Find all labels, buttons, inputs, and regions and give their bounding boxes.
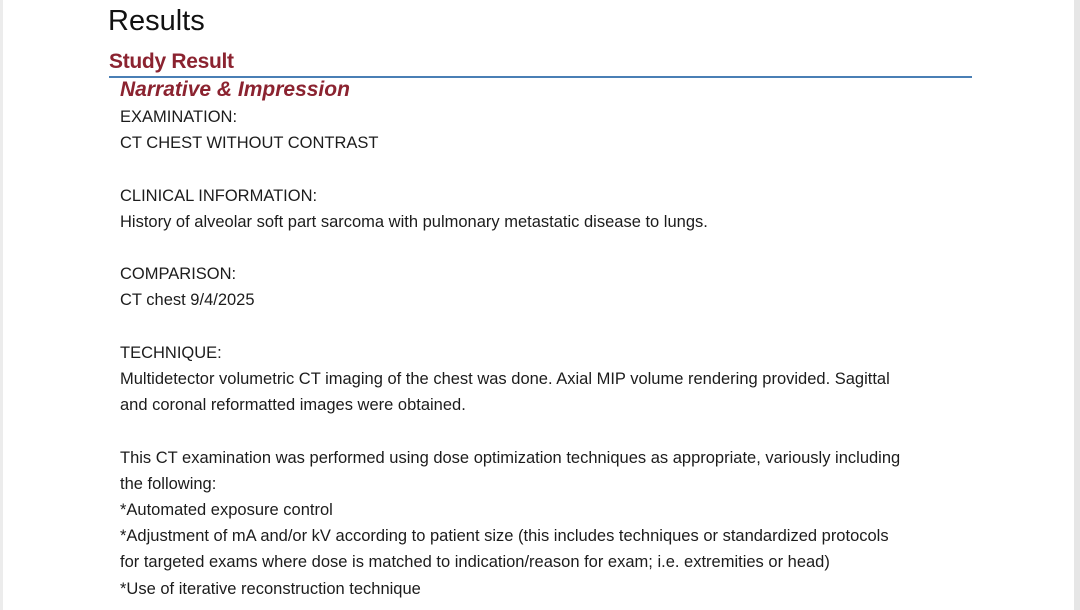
narrative-line: and coronal reformatted images were obtained. xyxy=(120,396,466,415)
narrative-line: This CT examination was performed using dose optimization techniques as appropriate, variously including xyxy=(120,448,901,467)
scrollbar-track[interactable] xyxy=(1074,0,1080,610)
narrative-line: CLINICAL INFORMATION: xyxy=(120,186,318,205)
narrative-line: *Adjustment of mA and/or kV according to patient size (this includes techniques or standardized protocols xyxy=(120,527,889,546)
narrative-line xyxy=(120,418,970,444)
narrative-line: COMPARISON: xyxy=(120,265,237,284)
narrative-line: Multidetector volumetric CT imaging of the chest was done. Axial MIP volume rendering provided. Sagittal xyxy=(120,369,890,388)
study-result-header: Study Result xyxy=(109,50,234,73)
narrative-line xyxy=(120,156,970,182)
narrative-line: TECHNIQUE: xyxy=(120,343,222,362)
narrative-line: EXAMINATION: xyxy=(120,108,238,126)
narrative-line: for targeted exams where dose is matched to indication/reason for exam; i.e. extremities or head) xyxy=(120,553,830,572)
narrative-line: CT CHEST WITHOUT CONTRAST xyxy=(120,134,379,153)
left-edge xyxy=(0,0,3,610)
narrative-line xyxy=(120,235,970,261)
narrative-impression-header: Narrative & Impression xyxy=(120,78,350,101)
narrative-body xyxy=(120,104,970,602)
narrative-line: the following: xyxy=(120,474,217,493)
narrative-line: *Automated exposure control xyxy=(120,500,333,519)
narrative-line xyxy=(120,314,970,340)
narrative-line: CT chest 9/4/2025 xyxy=(120,291,255,310)
page-title: Results xyxy=(108,5,205,37)
narrative-line: *Use of iterative reconstruction technique xyxy=(120,579,421,598)
narrative-line: History of alveolar soft part sarcoma with pulmonary metastatic disease to lungs. xyxy=(120,212,708,231)
